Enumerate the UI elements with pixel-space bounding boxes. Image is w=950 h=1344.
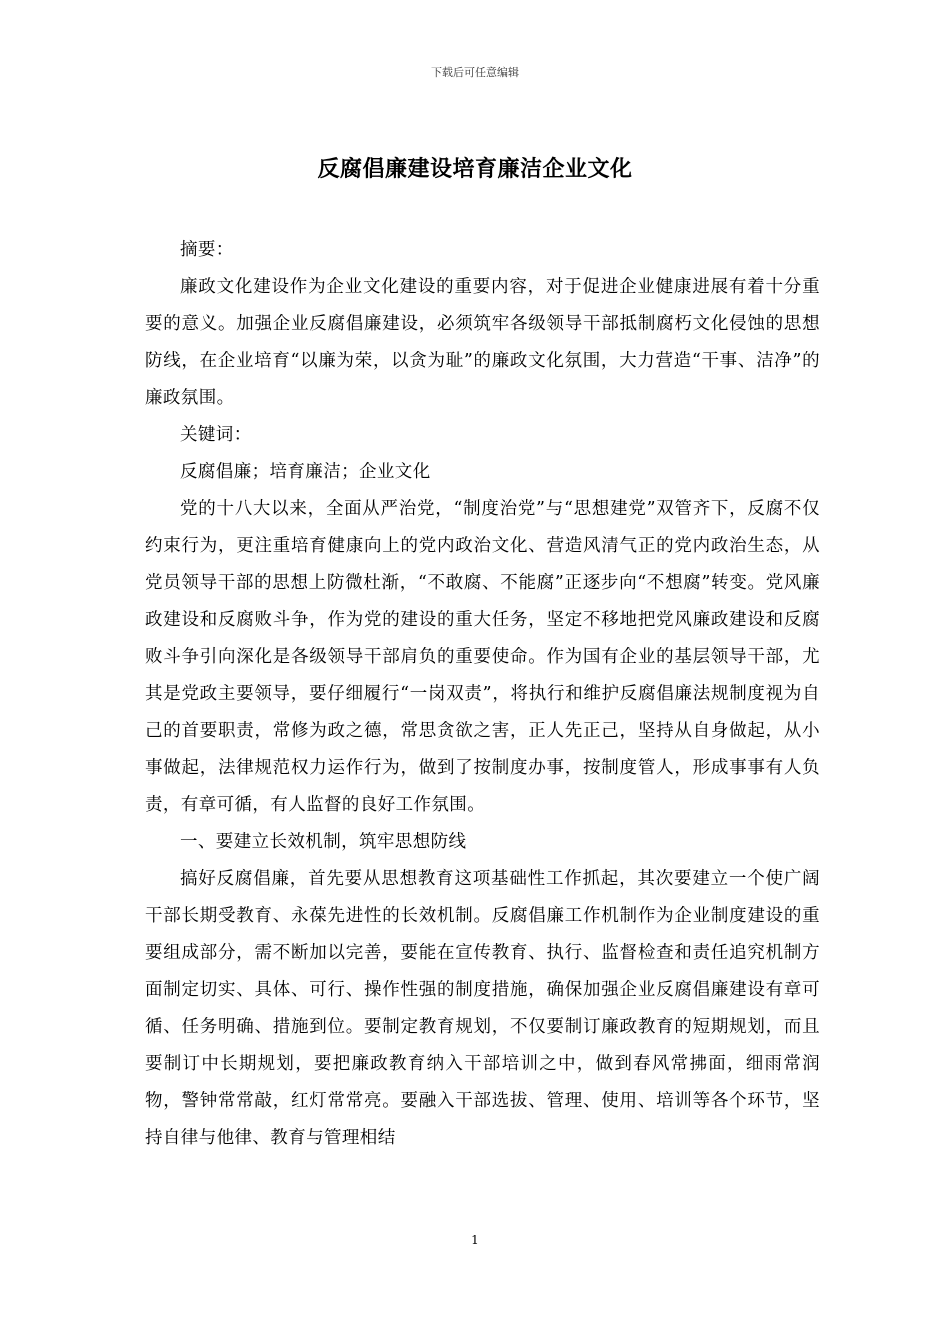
keywords-label: 关键词： bbox=[180, 425, 252, 445]
header-note: 下载后可任意编辑 bbox=[431, 66, 519, 79]
abstract-paragraph: 廉政文化建设作为企业文化建设的重要内容，对于促进企业健康进展有着十分重要的意义。加强企业反腐倡廉建设，必须筑牢各级领导干部抵制腐朽文化侵蚀的思想防线，在企业培育“以廉为荣，以贪为耻”的廉政文化氛围，大力营造“干事、洁净”的廉政氛围。 bbox=[145, 277, 820, 408]
document-body bbox=[145, 232, 820, 1157]
intro-paragraph: 党的十八大以来，全面从严治党，“制度治党”与“思想建党”双管齐下，反腐不仅约束行为，更注重培育健康向上的党内政治文化、营造风清气正的党内政治生态，从党员领导干部的思想上防微杜渐，“不敢腐、不能腐”正逐步向“不想腐”转变。党风廉政建设和反腐败斗争，作为党的建设的重大任务，坚定不移地把党风廉政建设和反腐败斗争引向深化是各级领导干部肩负的重要使命。作为国有企业的基层领导干部，尤其是党政主要领导，要仔细履行“一岗双责”，将执行和维护反腐倡廉法规制度视为自己的首要职责，常修为政之德，常思贪欲之害，正人先正己，坚持从自身做起，从小事做起，法律规范权力运作行为，做到了按制度办事，按制度管人，形成事事有人负责，有章可循，有人监督的良好工作氛围。 bbox=[145, 499, 820, 815]
section-heading: 一、要建立长效机制，筑牢思想防线 bbox=[180, 832, 467, 852]
abstract-label: 摘要： bbox=[180, 240, 234, 260]
keywords-paragraph: 反腐倡廉；培育廉洁；企业文化 bbox=[180, 462, 431, 482]
document-title: 反腐倡廉建设培育廉洁企业文化 bbox=[317, 156, 633, 182]
page-number: 1 bbox=[471, 1233, 479, 1247]
section-paragraph: 搞好反腐倡廉，首先要从思想教育这项基础性工作抓起，其次要建立一个使广阔干部长期受教育、永葆先进性的长效机制。反腐倡廉工作机制作为企业制度建设的重要组成部分，需不断加以完善，要能在宣传教育、执行、监督检查和责任追究机制方面制定切实、具体、可行、操作性强的制度措施，确保加强企业反腐倡廉建设有章可循、任务明确、措施到位。要制定教育规划，不仅要制订廉政教育的短期规划，而且要制订中长期规划，要把廉政教育纳入干部培训之中，做到春风常拂面，细雨常润物，警钟常常敲，红灯常常亮。要融入干部选拔、管理、使用、培训等各个环节，坚持自律与他律、教育与管理相结 bbox=[145, 869, 820, 1148]
